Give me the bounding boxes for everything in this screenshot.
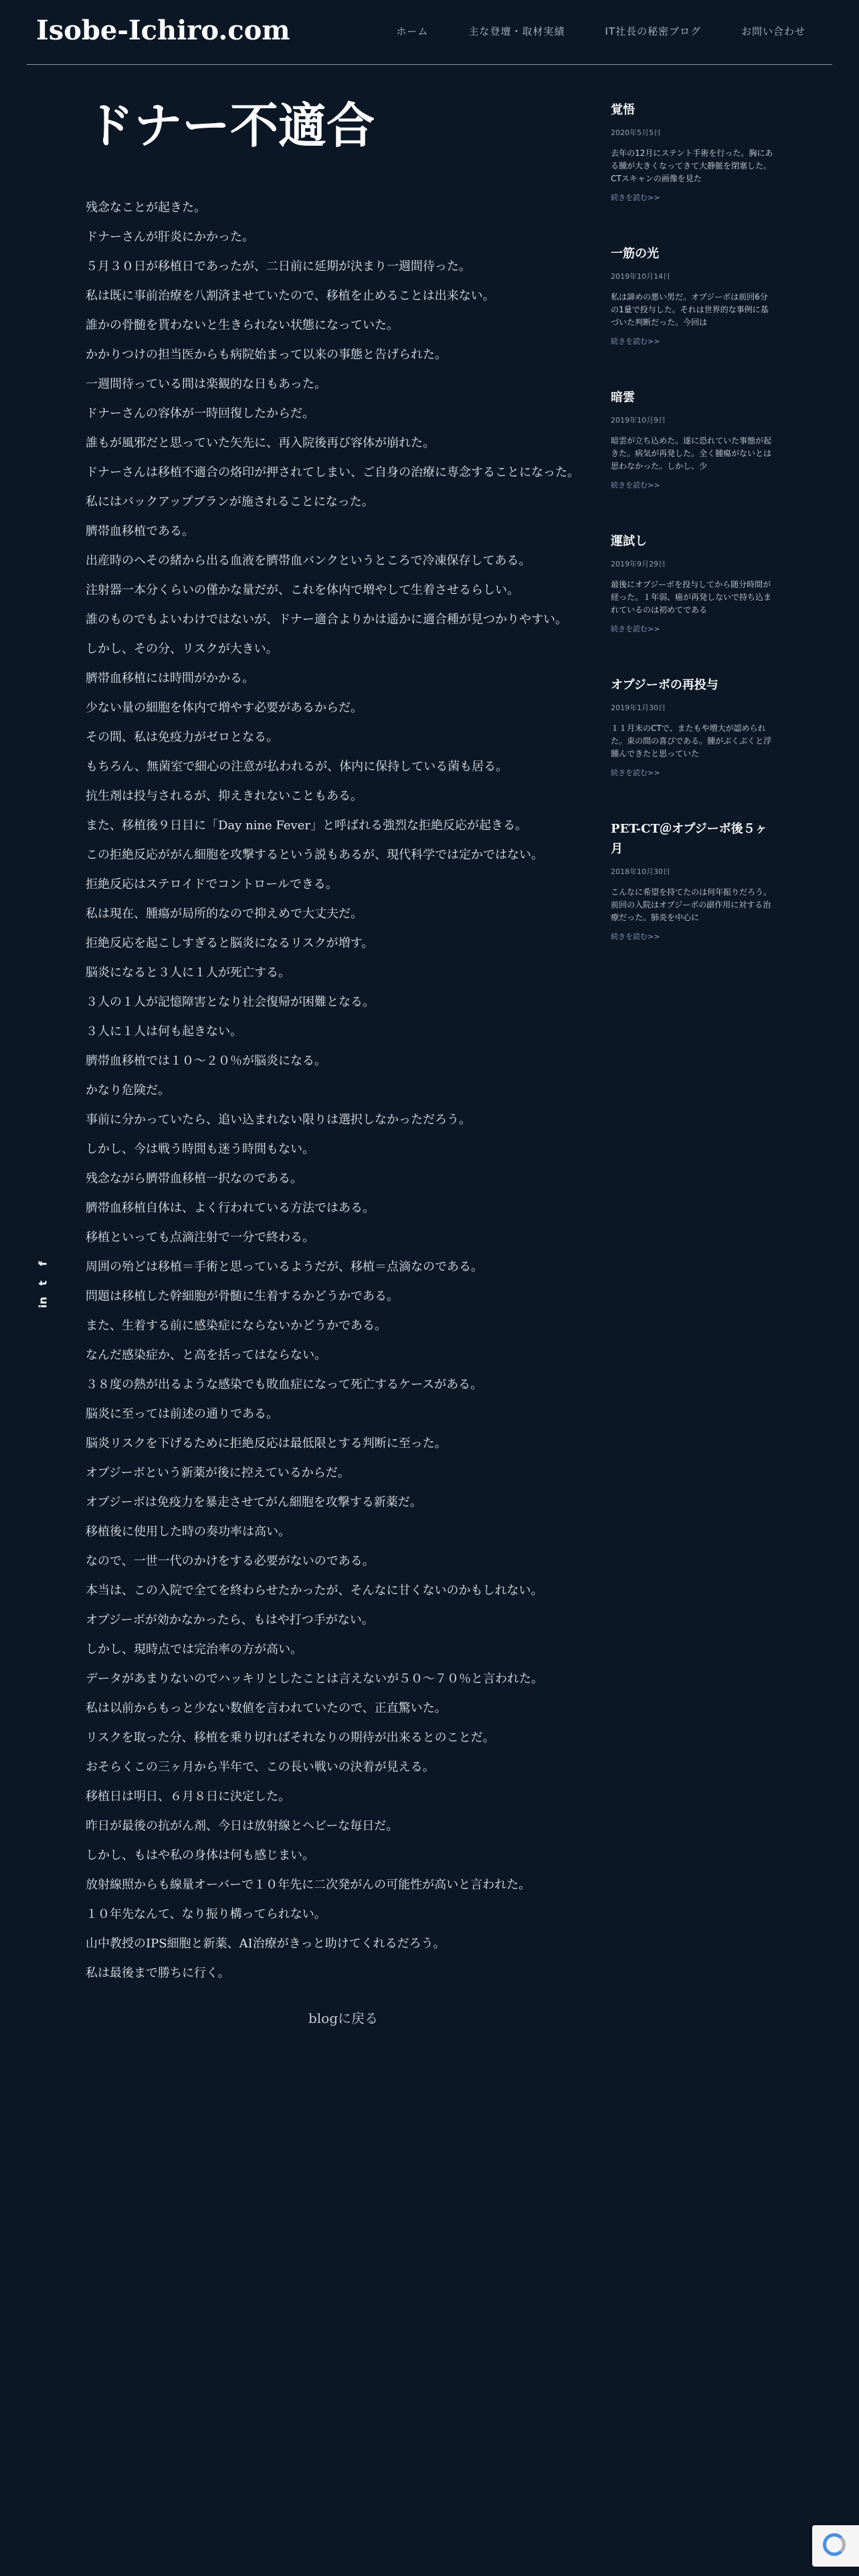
- sidebar-post-title[interactable]: 覚悟: [611, 103, 635, 117]
- site-logo[interactable]: Isobe-Ichiro.com: [36, 15, 290, 46]
- article-paragraph: 少ない量の細胞を体内で増やす必要があるからだ。: [86, 701, 363, 715]
- article-paragraph: かかりつけの担当医からも病院始まって以来の事態と告げられた。: [86, 348, 447, 362]
- sidebar-post-excerpt: 最後にオプジーボを投与してから随分時間が経った。１年弱、癌が再発しないで持ち込まれているのは初めてである: [611, 580, 772, 615]
- article-paragraph: なんだ感染症か、と高を括ってはならない。: [86, 1348, 326, 1362]
- article-paragraph: しかし、今は戦う時間も迷う時間もない。: [86, 1142, 314, 1156]
- article-paragraph: また、生着する前に感染症にならないかどうかである。: [86, 1319, 387, 1333]
- sidebar-post-date: 2020年5月5日: [611, 128, 661, 137]
- article-paragraph: 出産時のへその緒から出る血液を臍帯血バンクというところで冷凍保存してある。: [86, 554, 531, 568]
- article-paragraph: 誰かの骨髄を貰わないと生きられない状態になっていた。: [86, 318, 399, 332]
- read-more-link[interactable]: 続きを読む>>: [611, 481, 660, 490]
- article-paragraph: 脳炎に至っては前述の通りである。: [86, 1407, 278, 1421]
- article-paragraph: 拒絶反応はステロイドでコントロールできる。: [86, 877, 338, 891]
- article-paragraph: 周囲の殆どは移植＝手術と思っているようだが、移植＝点滴なのである。: [86, 1260, 483, 1274]
- article-paragraph: 誰のものでもよいわけではないが、ドナー適合よりかは遥かに適合種が見つかりやすい。: [86, 613, 567, 627]
- article-paragraph: 事前に分かっていたら、追い込まれない限りは選択しなかっただろう。: [86, 1113, 471, 1127]
- article-paragraph: また、移植後９日目に「Day nine Fever」と呼ばれる強烈な拒絶反応が起きる。: [86, 819, 527, 833]
- article-paragraph: リスクを取った分、移植を乗り切ればそれなりの期待が出来るとのことだ。: [86, 1731, 495, 1745]
- sidebar-post-title[interactable]: PET-CT＠オプジーボ後５ヶ月: [611, 822, 767, 856]
- article-paragraph: ５月３０日が移植日であったが、二日前に延期が決まり一週間待った。: [86, 259, 471, 274]
- sidebar-post-date: 2019年1月30日: [611, 704, 666, 712]
- sidebar-post-title[interactable]: オプジーボの再投与: [611, 678, 719, 692]
- article-paragraph: 私は既に事前治療を八割済ませていたので、移植を止めることは出来ない。: [86, 289, 495, 303]
- nav-home[interactable]: ホーム: [396, 25, 429, 37]
- article-paragraph: データがあまりないのでハッキリとしたことは言えないが５０～７０％と言われた。: [86, 1672, 543, 1686]
- article-paragraph: 脳炎リスクを下げるために拒絶反応は最低限とする判断に至った。: [86, 1436, 447, 1451]
- article-paragraph: 残念ながら臍帯血移植一択なのである。: [86, 1172, 302, 1186]
- facebook-icon[interactable]: f: [36, 1261, 50, 1266]
- nav-appearances[interactable]: 主な登壇・取材実績: [468, 25, 565, 37]
- sidebar-post-date: 2019年9月29日: [611, 560, 666, 568]
- read-more-link[interactable]: 続きを読む>>: [611, 768, 660, 777]
- sidebar-post-title[interactable]: 運試し: [611, 534, 647, 548]
- read-more-link[interactable]: 続きを読む>>: [611, 337, 660, 346]
- article-paragraph: ドナーさんが肝炎にかかった。: [86, 230, 254, 244]
- recaptcha-icon: [823, 2533, 846, 2556]
- sidebar: [611, 100, 775, 983]
- article-paragraph: この拒絶反応ががん細胞を攻撃するという説もあるが、現代科学では定かではない。: [86, 848, 543, 862]
- read-more-link[interactable]: 続きを読む>>: [611, 932, 660, 941]
- sidebar-post-title[interactable]: 一筋の光: [611, 247, 659, 261]
- sidebar-post-date: 2018年10月30日: [611, 867, 670, 876]
- article-paragraph: しかし、その分、リスクが大きい。: [86, 642, 278, 656]
- article-paragraph: 注射器一本分くらいの僅かな量だが、これを体内で増やして生着させるらしい。: [86, 583, 519, 597]
- social-links: [35, 1257, 51, 1309]
- article-paragraph: オプジーボが効かなかったら、もはや打つ手がない。: [86, 1613, 374, 1627]
- main-nav: [396, 24, 805, 38]
- article-paragraph: 放射線照からも線量オーバーで１０年先に二次発がんの可能性が高いと言われた。: [86, 1878, 531, 1892]
- article-paragraph: オプジーボという新薬が後に控えているからだ。: [86, 1466, 350, 1480]
- sidebar-post-excerpt: 去年の12月にステント手術を行った。胸にある腫が大きくなってきて大静脈を閉塞した。CTスキャンの画像を見た: [611, 148, 773, 183]
- article-paragraph: 残念なことが起きた。: [86, 201, 206, 215]
- article-paragraph: 抗生剤は投与されるが、抑えきれないこともある。: [86, 789, 363, 803]
- recaptcha-badge[interactable]: [812, 2525, 859, 2567]
- sidebar-post-date: 2019年10月9日: [611, 416, 666, 425]
- sidebar-post-excerpt: １１月末のCTで、またもや増大が認められた。束の間の喜びである。腫がぷくぷくと浮腫んできたと思っていた: [611, 724, 772, 758]
- article-title: ドナー不適合: [86, 97, 375, 154]
- read-more-link[interactable]: 続きを読む>>: [611, 625, 660, 633]
- article-paragraph: かなり危険だ。: [86, 1083, 170, 1097]
- article-body: [86, 198, 601, 1983]
- nav-blog[interactable]: IT社長の秘密ブログ: [605, 25, 701, 37]
- sidebar-post: [611, 675, 775, 778]
- sidebar-post: [611, 100, 775, 203]
- article: [86, 94, 601, 2027]
- sidebar-post: [611, 819, 775, 942]
- sidebar-post-excerpt: 私は諦めの悪い男だ。オプジーボは前回6分の1量で投与した。それは世界的な事例に基づいた判断だった。今回は: [611, 292, 769, 327]
- linkedin-icon[interactable]: in: [36, 1297, 50, 1308]
- article-paragraph: 私は現在、腫瘍が局所的なので抑えめで大丈夫だ。: [86, 907, 363, 921]
- article-paragraph: 私にはバックアップブランが施されることになった。: [86, 495, 374, 509]
- sidebar-post: [611, 388, 775, 490]
- article-paragraph: もちろん、無菌室で細心の注意が払われるが、体内に保持している菌も居る。: [86, 760, 508, 774]
- article-paragraph: ３人の１人が記憶障害となり社会復帰が困難となる。: [86, 995, 375, 1009]
- article-paragraph: 臍帯血移植自体は、よく行われている方法ではある。: [86, 1201, 375, 1215]
- article-paragraph: １０年先なんて、なり振り構ってられない。: [86, 1907, 326, 1921]
- article-paragraph: オプジーボは免疫力を暴走させてがん細胞を攻撃する新薬だ。: [86, 1495, 422, 1509]
- article-paragraph: 移植後に使用した時の奏功率は高い。: [86, 1525, 290, 1539]
- nav-contact[interactable]: お問い合わせ: [741, 25, 805, 37]
- sidebar-post-date: 2019年10月14日: [611, 272, 670, 281]
- article-paragraph: 拒絶反応を起こしすぎると脳炎になるリスクが増す。: [86, 936, 374, 950]
- read-more-link[interactable]: 続きを読む>>: [611, 193, 660, 202]
- article-paragraph: 一週間待っている間は楽観的な日もあった。: [86, 377, 326, 391]
- sidebar-post-title[interactable]: 暗雲: [611, 391, 635, 405]
- article-paragraph: ３人に１人は何も起きない。: [86, 1025, 242, 1039]
- article-paragraph: なので、一世一代のかけをする必要がないのである。: [86, 1554, 375, 1568]
- article-paragraph: 昨日が最後の抗がん剤、今日は放射線とヘビーな毎日だ。: [86, 1819, 399, 1833]
- article-paragraph: その間、私は免疫力がゼロとなる。: [86, 730, 278, 744]
- sidebar-post-excerpt: こんなに希望を持てたのは何年振りだろう。前回の入院はオプジーボの副作用に対する治療だった。肺炎を中心に: [611, 887, 772, 922]
- article-paragraph: ドナーさんは移植不適合の烙印が押されてしまい、ご自身の治療に専念することになった。: [86, 465, 579, 479]
- article-paragraph: しかし、現時点では完治率の方が高い。: [86, 1642, 302, 1656]
- article-paragraph: ３８度の熱が出るような感染でも敗血症になって死亡するケースがある。: [86, 1378, 483, 1392]
- article-paragraph: 臍帯血移植には時間がかかる。: [86, 671, 254, 685]
- article-paragraph: 脳炎になると３人に１人が死亡する。: [86, 966, 290, 980]
- article-paragraph: 私は最後まで勝ちに行く。: [86, 1966, 230, 1980]
- sidebar-post-excerpt: 暗雲が立ち込めた。遂に恐れていた事態が起きた。病気が再発した。全く腫瘍がないとは思わなかった。しかし、少: [611, 436, 772, 471]
- article-paragraph: 移植日は明日、６月８日に決定した。: [86, 1790, 290, 1804]
- article-paragraph: 臍帯血移植では１０～２０％が脳炎になる。: [86, 1054, 326, 1068]
- back-to-blog-link[interactable]: blogに戻る: [308, 2010, 379, 2026]
- article-paragraph: 誰もが風邪だと思っていた矢先に、再入院後再び容体が崩れた。: [86, 436, 435, 450]
- article-paragraph: 本当は、この入院で全てを終わらせたかったが、そんなに甘くないのかもしれない。: [86, 1584, 543, 1598]
- article-paragraph: おそらくこの三ヶ月から半年で、この長い戦いの決着が見える。: [86, 1760, 435, 1774]
- site-header: [27, 0, 832, 65]
- article-paragraph: 私は以前からもっと少ない数値を言われていたので、正直驚いた。: [86, 1701, 447, 1715]
- twitter-icon[interactable]: t: [36, 1280, 50, 1286]
- article-paragraph: 臍帯血移植である。: [86, 524, 194, 538]
- article-paragraph: 問題は移植した幹細胞が骨髄に生着するかどうかである。: [86, 1289, 399, 1303]
- article-paragraph: しかし、もはや私の身体は何も感じまい。: [86, 1848, 314, 1862]
- article-paragraph: 山中教授のIPS細胞と新薬、AI治療がきっと助けてくれるだろう。: [86, 1937, 446, 1951]
- sidebar-post: [611, 244, 775, 346]
- article-paragraph: 移植といっても点滴注射で一分で終わる。: [86, 1230, 314, 1245]
- article-paragraph: ドナーさんの容体が一時回復したからだ。: [86, 407, 314, 421]
- sidebar-post: [611, 532, 775, 634]
